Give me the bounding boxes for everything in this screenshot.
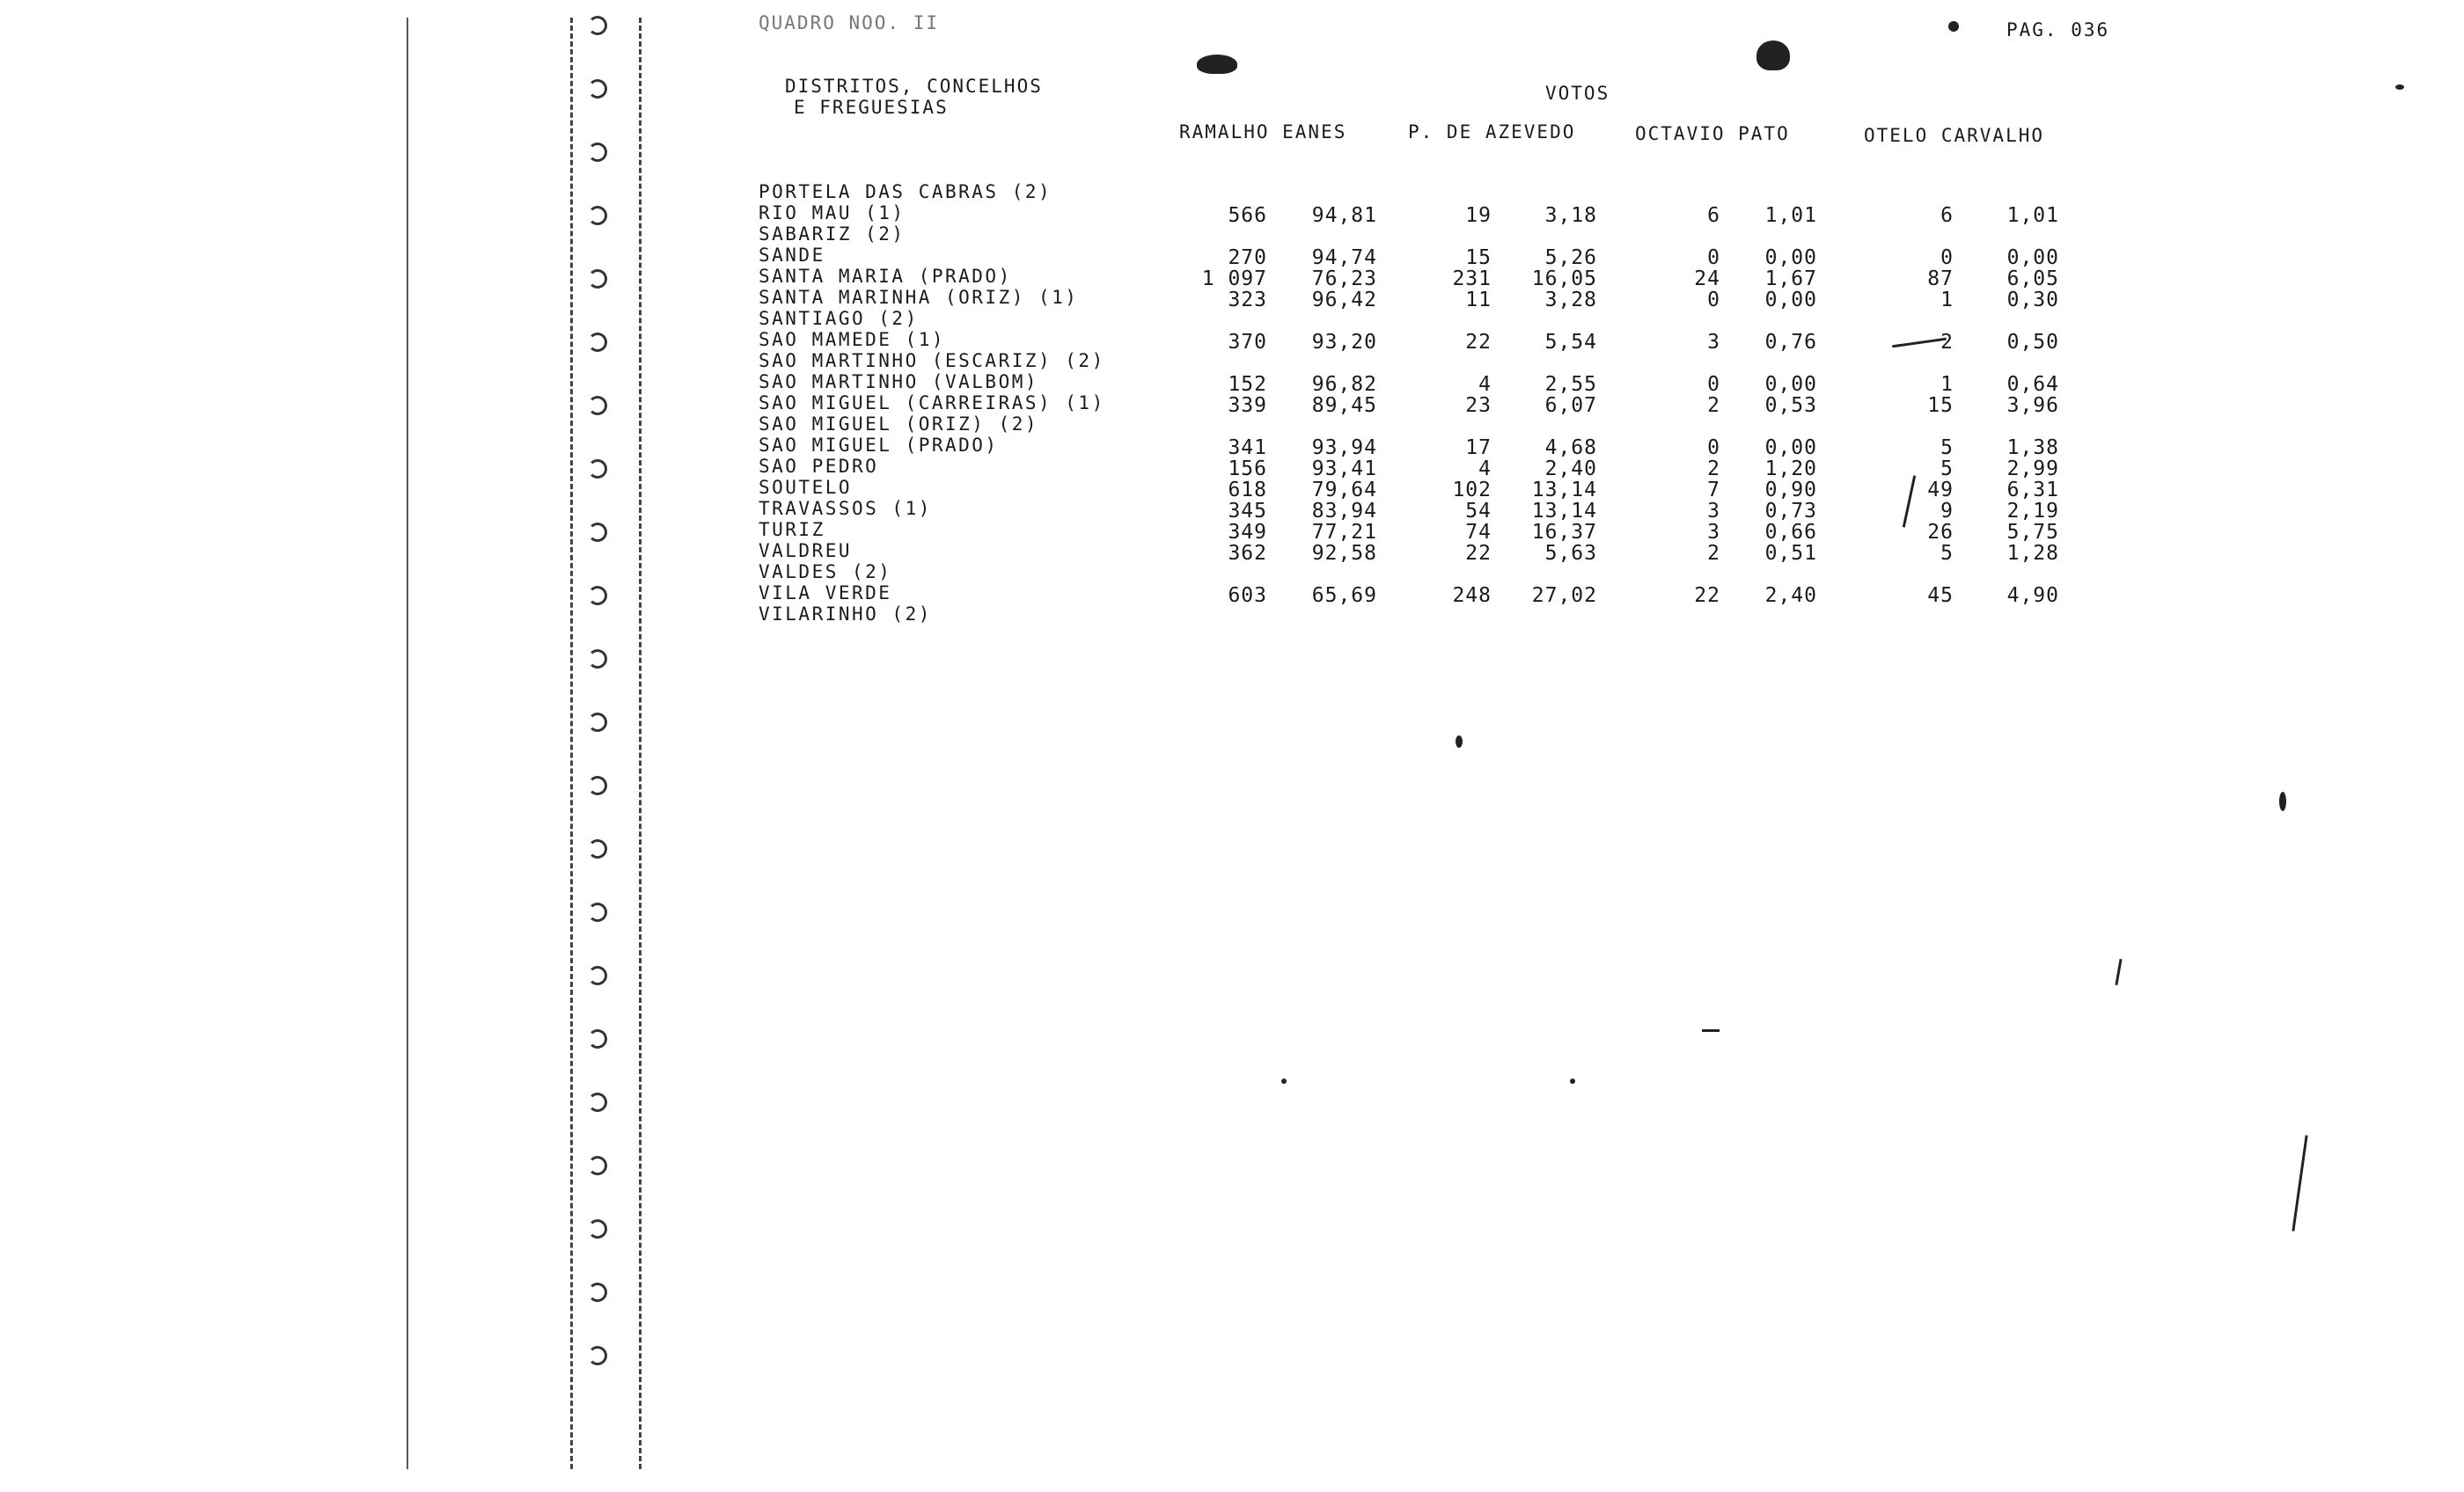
vote-percent: 13,14: [1531, 500, 1597, 523]
vote-percent: 1,67: [1764, 267, 1817, 290]
vote-percent: 96,42: [1311, 289, 1377, 311]
vote-count: 15: [1465, 246, 1492, 269]
vote-percent: 0,00: [1764, 289, 1817, 311]
ink-speck: [1570, 1079, 1575, 1084]
vote-count: 15: [1927, 394, 1954, 417]
vote-percent: 3,96: [2006, 394, 2059, 417]
table-row: [0, 500, 2464, 521]
vote-count: 5: [1940, 457, 1954, 480]
vote-percent: 0,00: [1764, 246, 1817, 269]
vote-percent: 4,68: [1544, 436, 1597, 459]
table-row: [0, 331, 2464, 352]
vote-count: 0: [1707, 289, 1720, 311]
vote-percent: 2,55: [1544, 373, 1597, 396]
table-row: [0, 415, 2464, 436]
vote-percent: 2,99: [2006, 457, 2059, 480]
vote-percent: 77,21: [1311, 521, 1377, 544]
table-row: [0, 373, 2464, 394]
vote-percent: 0,51: [1764, 542, 1817, 565]
vote-count: 9: [1940, 500, 1954, 523]
vote-count: 102: [1452, 479, 1492, 501]
perforation-hole: [588, 79, 607, 99]
vote-count: 3: [1707, 331, 1720, 354]
parish-name: VILARINHO (2): [759, 603, 932, 625]
vote-percent: 0,64: [2006, 373, 2059, 396]
vote-count: 349: [1228, 521, 1267, 544]
column-header-otelo-carvalho: OTELO CARVALHO: [1864, 125, 2045, 146]
column-header-districts-line2: E FREGUESIAS: [794, 97, 949, 118]
parish-name: SABARIZ (2): [759, 223, 906, 245]
vote-percent: 0,53: [1764, 394, 1817, 417]
table-row: [0, 394, 2464, 415]
vote-percent: 0,76: [1764, 331, 1817, 354]
table-row: [0, 352, 2464, 373]
ink-dash: [1702, 1029, 1720, 1032]
vote-percent: 1,01: [2006, 204, 2059, 227]
parish-name: VALDREU: [759, 540, 853, 561]
vote-percent: 16,37: [1531, 521, 1597, 544]
table-row: [0, 563, 2464, 584]
vote-count: 5: [1940, 542, 1954, 565]
vote-count: 22: [1694, 584, 1720, 607]
vote-percent: 1,20: [1764, 457, 1817, 480]
vote-count: 6: [1940, 204, 1954, 227]
vote-count: 5: [1940, 436, 1954, 459]
column-header-octavio-pato: OCTAVIO PATO: [1635, 123, 1790, 144]
perforation-hole: [588, 1346, 607, 1365]
perforation-hole: [588, 1093, 607, 1112]
vote-count: 341: [1228, 436, 1267, 459]
vote-count: 0: [1707, 436, 1720, 459]
vote-count: 2: [1707, 542, 1720, 565]
parish-name: SAO MIGUEL (CARREIRAS) (1): [759, 392, 1105, 413]
vote-count: 618: [1228, 479, 1267, 501]
pen-stroke: [2292, 1135, 2307, 1231]
ink-speck: [1456, 735, 1463, 748]
vote-percent: 2,19: [2006, 500, 2059, 523]
vote-count: 4: [1478, 457, 1492, 480]
parish-name: TRAVASSOS (1): [759, 498, 932, 519]
vote-count: 2: [1707, 394, 1720, 417]
vote-count: 3: [1707, 521, 1720, 544]
vote-count: 339: [1228, 394, 1267, 417]
parish-name: SAO PEDRO: [759, 456, 879, 477]
vote-percent: 16,05: [1531, 267, 1597, 290]
vote-count: 603: [1228, 584, 1267, 607]
vote-percent: 5,75: [2006, 521, 2059, 544]
vote-count: 74: [1465, 521, 1492, 544]
vote-count: 1: [1940, 289, 1954, 311]
perforation-hole: [588, 839, 607, 859]
table-row: [0, 436, 2464, 457]
ink-blot: [1197, 55, 1237, 74]
vote-percent: 6,05: [2006, 267, 2059, 290]
ink-speck: [2395, 84, 2404, 90]
vote-percent: 65,69: [1311, 584, 1377, 607]
table-row: [0, 310, 2464, 331]
vote-count: 362: [1228, 542, 1267, 565]
vote-count: 1: [1940, 373, 1954, 396]
vote-count: 26: [1927, 521, 1954, 544]
vote-count: 323: [1228, 289, 1267, 311]
vote-percent: 13,14: [1531, 479, 1597, 501]
vote-percent: 2,40: [1764, 584, 1817, 607]
table-id: QUADRO NOO. II: [759, 12, 940, 33]
vote-percent: 1,01: [1764, 204, 1817, 227]
vote-percent: 5,54: [1544, 331, 1597, 354]
vote-percent: 6,31: [2006, 479, 2059, 501]
table-row: [0, 183, 2464, 204]
vote-percent: 2,40: [1544, 457, 1597, 480]
vote-count: 49: [1927, 479, 1954, 501]
table-row: [0, 521, 2464, 542]
vote-percent: 92,58: [1311, 542, 1377, 565]
vote-percent: 89,45: [1311, 394, 1377, 417]
vote-count: 23: [1465, 394, 1492, 417]
vote-count: 24: [1694, 267, 1720, 290]
pen-stroke: [2115, 959, 2122, 985]
vote-count: 248: [1452, 584, 1492, 607]
vote-count: 566: [1228, 204, 1267, 227]
vote-count: 87: [1927, 267, 1954, 290]
column-header-votes: VOTOS: [1545, 83, 1610, 104]
parish-name: SAO MIGUEL (ORIZ) (2): [759, 413, 1039, 435]
perforation-hole: [588, 713, 607, 732]
column-header-districts-line1: DISTRITOS, CONCELHOS: [785, 76, 1043, 97]
table-row: [0, 246, 2464, 267]
perforation-hole: [588, 143, 607, 162]
vote-percent: 0,66: [1764, 521, 1817, 544]
vote-percent: 27,02: [1531, 584, 1597, 607]
vote-count: 1 097: [1201, 267, 1267, 290]
parish-name: VALDES (2): [759, 561, 892, 582]
vote-count: 4: [1478, 373, 1492, 396]
parish-name: RIO MAU (1): [759, 202, 906, 223]
vote-count: 0: [1707, 373, 1720, 396]
vote-percent: 4,90: [2006, 584, 2059, 607]
vote-percent: 0,00: [2006, 246, 2059, 269]
vote-count: 6: [1707, 204, 1720, 227]
table-row: [0, 204, 2464, 225]
vote-count: 17: [1465, 436, 1492, 459]
vote-percent: 0,00: [1764, 373, 1817, 396]
vote-percent: 0,50: [2006, 331, 2059, 354]
vote-percent: 93,20: [1311, 331, 1377, 354]
vote-percent: 5,63: [1544, 542, 1597, 565]
parish-name: SANTIAGO (2): [759, 308, 919, 329]
ink-blot: [1756, 40, 1790, 70]
ink-speck: [1281, 1079, 1287, 1084]
parish-name: SOUTELO: [759, 477, 853, 498]
vote-count: 7: [1707, 479, 1720, 501]
perforation-hole: [588, 903, 607, 922]
table-row: [0, 479, 2464, 500]
vote-count: 345: [1228, 500, 1267, 523]
vote-count: 0: [1940, 246, 1954, 269]
page-number: PAG. 036: [2006, 19, 2110, 40]
vote-count: 231: [1452, 267, 1492, 290]
vote-percent: 83,94: [1311, 500, 1377, 523]
vote-percent: 79,64: [1311, 479, 1377, 501]
perforation-hole: [588, 16, 607, 35]
vote-percent: 96,82: [1311, 373, 1377, 396]
parish-name: SANDE: [759, 245, 825, 266]
vote-count: 22: [1465, 331, 1492, 354]
vote-percent: 93,94: [1311, 436, 1377, 459]
parish-name: SAO MARTINHO (ESCARIZ) (2): [759, 350, 1105, 371]
vote-count: 2: [1940, 331, 1954, 354]
vote-percent: 3,28: [1544, 289, 1597, 311]
parish-name: VILA VERDE: [759, 582, 892, 603]
parish-name: SANTA MARIA (PRADO): [759, 266, 1012, 287]
vote-percent: 0,30: [2006, 289, 2059, 311]
parish-name: SAO MAMEDE (1): [759, 329, 946, 350]
perforation-hole: [588, 1156, 607, 1175]
parish-name: SAO MIGUEL (PRADO): [759, 435, 999, 456]
table-row: [0, 605, 2464, 626]
table-row: [0, 542, 2464, 563]
vote-percent: 5,26: [1544, 246, 1597, 269]
parish-name: TURIZ: [759, 519, 825, 540]
table-row: [0, 267, 2464, 289]
vote-percent: 6,07: [1544, 394, 1597, 417]
vote-count: 19: [1465, 204, 1492, 227]
vote-count: 370: [1228, 331, 1267, 354]
perforation-hole: [588, 966, 607, 985]
parish-name: SAO MARTINHO (VALBOM): [759, 371, 1039, 392]
table-row: [0, 225, 2464, 246]
vote-percent: 0,73: [1764, 500, 1817, 523]
column-header-ramalho-eanes: RAMALHO EANES: [1179, 121, 1347, 143]
vote-count: 45: [1927, 584, 1954, 607]
table-row: [0, 289, 2464, 310]
vote-count: 11: [1465, 289, 1492, 311]
vote-percent: 94,81: [1311, 204, 1377, 227]
vote-percent: 1,28: [2006, 542, 2059, 565]
vote-percent: 3,18: [1544, 204, 1597, 227]
vote-count: 22: [1465, 542, 1492, 565]
ink-speck: [1948, 21, 1959, 32]
parish-name: PORTELA DAS CABRAS (2): [759, 181, 1052, 202]
table-row: [0, 457, 2464, 479]
vote-count: 0: [1707, 246, 1720, 269]
vote-percent: 1,38: [2006, 436, 2059, 459]
ink-speck: [2279, 792, 2286, 811]
table-row: [0, 584, 2464, 605]
column-header-p-de-azevedo: P. DE AZEVEDO: [1408, 121, 1576, 143]
vote-count: 152: [1228, 373, 1267, 396]
vote-percent: 94,74: [1311, 246, 1377, 269]
vote-count: 3: [1707, 500, 1720, 523]
vote-percent: 93,41: [1311, 457, 1377, 480]
perforation-hole: [588, 1283, 607, 1302]
perforation-hole: [588, 649, 607, 669]
perforation-hole: [588, 776, 607, 795]
vote-percent: 0,90: [1764, 479, 1817, 501]
vote-count: 54: [1465, 500, 1492, 523]
vote-percent: 0,00: [1764, 436, 1817, 459]
perforation-hole: [588, 1029, 607, 1049]
vote-percent: 76,23: [1311, 267, 1377, 290]
parish-name: SANTA MARINHA (ORIZ) (1): [759, 287, 1079, 308]
vote-count: 270: [1228, 246, 1267, 269]
vote-count: 156: [1228, 457, 1267, 480]
perforation-hole: [588, 1219, 607, 1239]
vote-count: 2: [1707, 457, 1720, 480]
